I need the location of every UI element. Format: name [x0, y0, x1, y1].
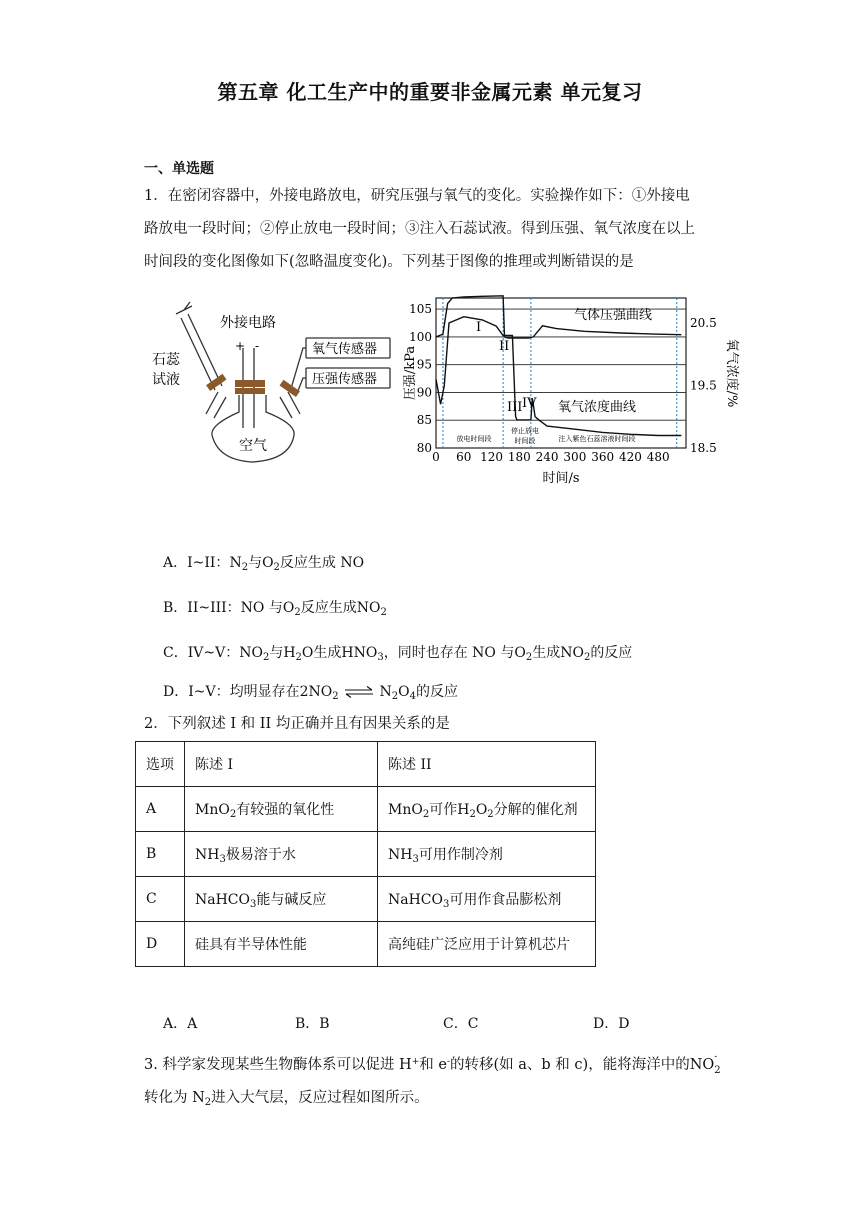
x-tick-label: 420 [618, 450, 642, 464]
table-header-cell: 陈述 II [378, 742, 596, 787]
y-right-tick-label: 18.5 [690, 441, 717, 455]
section-heading: 一、单选题 [144, 161, 214, 177]
equilibrium-arrow-icon [343, 686, 375, 698]
q1-stem-line1: 1．在密闭容器中，外接电路放电，研究压强与氧气的变化。实验操作如下：①外接电 [144, 188, 690, 204]
o2-sensor-label: 氧气传感器 [312, 342, 378, 357]
x-tick-label: 0 [432, 450, 440, 464]
table-row: A MnO$_2$有较强的氧化性 MnO$_2$可作$H_2O_2$分解的催化剂 [136, 787, 596, 832]
q1-stem-line3: 时间段的变化图像如下(忽略温度变化)。下列基于图像的推理或判断错误的是 [144, 254, 634, 270]
q1-option-a[interactable]: A．I~II：$N_2$与$O_2$反应生成 NO [163, 555, 365, 573]
period-label: 放电时间段 [456, 435, 492, 443]
minus-sign: - [254, 339, 260, 353]
q1-option-b[interactable]: B．II~III：NO 与$O_2$反应生成$NO_2$ [163, 600, 387, 618]
pressure-oxygen-chart [398, 290, 743, 490]
apparatus-diagram [140, 300, 400, 470]
table-row: B $NH_3$极易溶于水 $NH_3$可用作制冷剂 [136, 832, 596, 877]
plus-sign: + [234, 339, 246, 353]
curve-label: 气体压强曲线 [574, 308, 653, 323]
q1-stem-line2: 路放电一段时间；②停止放电一段时间；③注入石蕊试液。得到压强、氧气浓度在以上 [144, 221, 695, 237]
y-left-tick-label: 95 [416, 357, 432, 372]
q3-stem-line2: 转化为 $N_2$进入大气层，反应过程如图所示。 [144, 1090, 429, 1108]
x-tick-label: 480 [646, 450, 670, 464]
q3-stem-line1: 3. 科学家发现某些生物酶体系可以促进 H+和 e-的转移(如 a、b 和 c)，能将海洋中的NO - 2 [144, 1052, 721, 1076]
x-axis-label: 时间/s [542, 471, 580, 486]
table-row: C NaHCO$_3$能与碱反应 NaHCO$_3$可用作食品膨松剂 [136, 877, 596, 922]
y-left-tick-label: 100 [409, 329, 432, 344]
period-label: 时间段 [514, 437, 536, 445]
y-left-tick-label: 85 [416, 413, 432, 428]
x-tick-label: 300 [563, 450, 587, 464]
x-tick-label: 60 [456, 450, 472, 464]
curve-label: 氧气浓度曲线 [558, 400, 637, 415]
x-tick-label: 180 [507, 450, 531, 464]
circuit-label: 外接电路 [220, 315, 276, 331]
q2-choice-c[interactable]: C．C [443, 1016, 479, 1032]
point-label: II [499, 339, 510, 354]
y-left-axis-label: 压强/kPa [403, 345, 418, 401]
y-right-tick-label: 20.5 [690, 316, 717, 330]
q1-option-c[interactable]: C．IV~V：$NO_2$与$H_2O$生成$HNO_3$，同时也存在 NO 与$O_2$生成$NO_2$的反应 [163, 645, 633, 663]
table-header-row [136, 742, 596, 787]
y-left-tick-label: 80 [416, 441, 432, 455]
x-tick-label: 240 [535, 450, 559, 464]
table-header-cell: 陈述 I [185, 742, 378, 787]
period-label: 注入紫色石蕊溶液时间段 [558, 435, 636, 443]
point-label: I [476, 320, 482, 335]
q2-stem: 2．下列叙述 I 和 II 均正确并且有因果关系的是 [144, 716, 450, 732]
y-right-axis-label: 氧气浓度/% [724, 338, 739, 408]
table-row: D 硅具有半导体性能 高纯硅广泛应用于计算机芯片 [136, 922, 596, 967]
point-label: III [507, 400, 523, 415]
page-title: 第五章 化工生产中的重要非金属元素 单元复习 [217, 80, 643, 104]
air-label: 空气 [239, 438, 267, 454]
series-line [436, 317, 681, 436]
x-tick-label: 120 [480, 450, 504, 464]
pressure-sensor-label: 压强传感器 [312, 372, 378, 387]
q2-choice-b[interactable]: B．B [295, 1016, 330, 1032]
table-header-cell: 选项 [136, 742, 185, 787]
q2-choice-a[interactable]: A．A [163, 1016, 198, 1032]
point-label: IV [522, 396, 537, 411]
period-label: 停止放电 [511, 427, 539, 435]
y-right-tick-label: 19.5 [690, 378, 717, 393]
reagent-label-2: 试液 [152, 372, 180, 388]
y-left-tick-label: 90 [416, 385, 432, 400]
q1-option-d[interactable]: D．I~V：均明显存在$2NO_2$ $N_2O_4$的反应 [163, 684, 459, 702]
q2-choice-d[interactable]: D．D [593, 1016, 630, 1032]
reagent-label-1: 石蕊 [152, 352, 180, 368]
q2-table [135, 741, 596, 967]
y-left-tick-label: 105 [409, 302, 432, 317]
x-tick-label: 360 [591, 450, 615, 464]
